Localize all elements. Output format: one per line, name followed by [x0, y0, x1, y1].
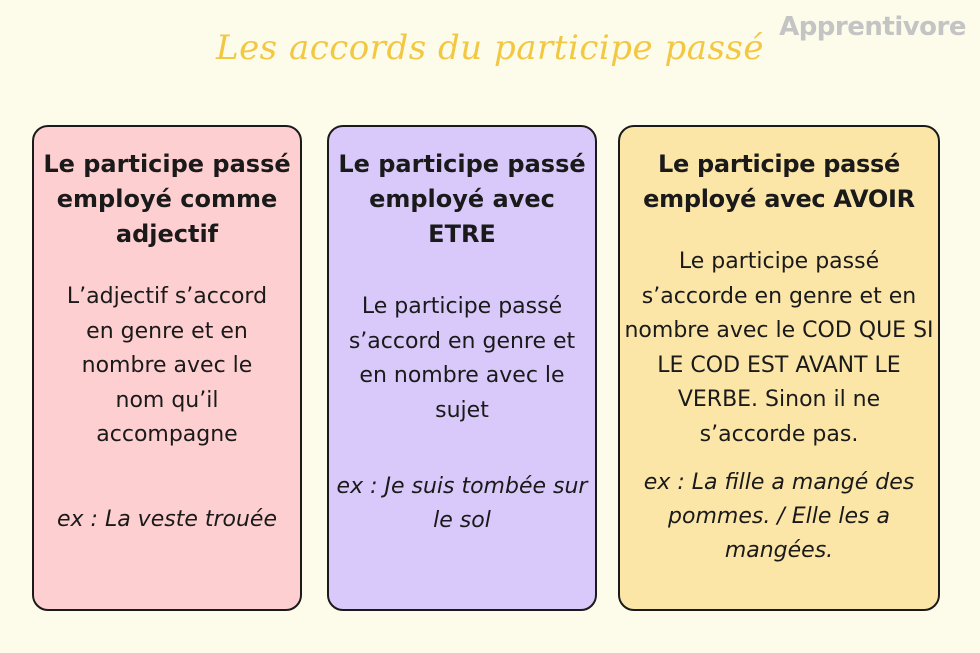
- card-etre: [327, 125, 597, 611]
- card-rule-text: Le participe passé s’accorde en genre et en nombre avec le COD QUE SI LE COD EST AVANT LE VERBE. Sinon il ne s’accorde pas.: [624, 249, 934, 447]
- card-rule-text: Le participe passé s’accord en genre et en nombre avec le sujet: [348, 294, 576, 423]
- brand-logo: Apprentivore: [779, 12, 966, 42]
- card-adjectif: [32, 125, 302, 611]
- card-example: ex : La fille a mangé des pommes. / Elle les a mangées.: [643, 470, 915, 563]
- card-title: Le participe passé employé avec AVOIR: [643, 150, 915, 213]
- page-title: Les accords du participe passé: [215, 28, 764, 68]
- card-avoir: [618, 125, 940, 611]
- card-example: ex : Je suis tombée sur le sol: [336, 474, 588, 533]
- card-example: ex : La veste trouée: [57, 507, 277, 532]
- card-rule-text: L’adjectif s’accord en genre et en nombre avec le nom qu’il accompagne: [66, 284, 268, 447]
- card-title: Le participe passé employé comme adjectif: [43, 150, 291, 248]
- card-title: Le participe passé employé avec ETRE: [338, 150, 586, 248]
